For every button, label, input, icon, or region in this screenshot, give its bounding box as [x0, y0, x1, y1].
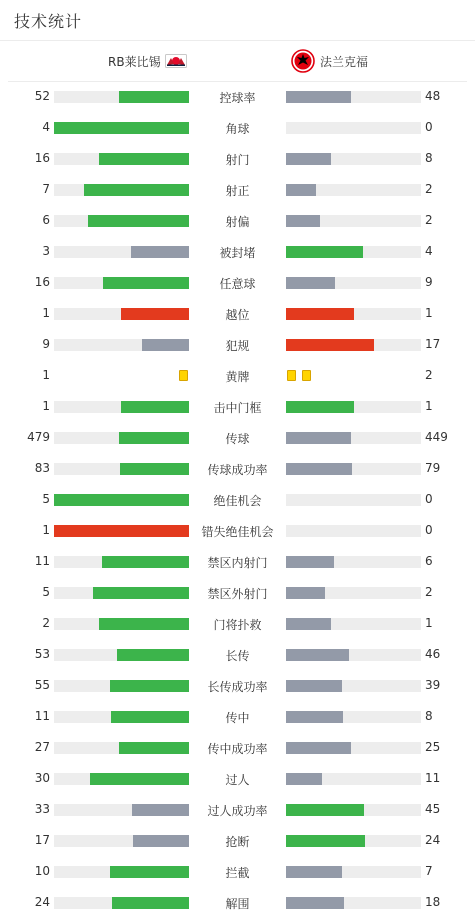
- away-bar-fill: [286, 339, 374, 351]
- away-value: 4: [425, 244, 433, 258]
- stat-row: [0, 493, 475, 507]
- home-value: 11: [34, 709, 50, 723]
- stat-row: [0, 710, 475, 724]
- stat-row: [0, 183, 475, 197]
- stat-label: 拦截: [225, 866, 250, 880]
- home-bar-fill: [54, 525, 189, 537]
- stat-row: [0, 524, 475, 538]
- away-bar-fill: [286, 401, 354, 413]
- stat-row: [0, 803, 475, 817]
- away-bar: [286, 556, 421, 568]
- away-value: 2: [425, 182, 433, 196]
- home-bar-fill: [121, 401, 189, 413]
- home-bar: [54, 246, 189, 258]
- stat-row: [0, 369, 475, 383]
- away-bar-fill: [286, 432, 351, 444]
- home-bar-fill: [132, 804, 189, 816]
- away-team[interactable]: [291, 50, 368, 72]
- home-bar-fill: [90, 773, 189, 785]
- away-bar: [286, 463, 421, 475]
- stat-label: 控球率: [219, 91, 256, 105]
- away-value: 2: [425, 585, 433, 599]
- home-bar-fill: [131, 246, 189, 258]
- away-bar-fill: [286, 866, 342, 878]
- eintracht-frankfurt-logo-icon: [291, 49, 315, 73]
- away-value: 48: [425, 89, 441, 103]
- home-bar: [54, 494, 189, 506]
- away-bar: [286, 897, 421, 909]
- home-bar: [54, 804, 189, 816]
- away-value: 1: [425, 399, 433, 413]
- away-value: 2: [425, 368, 433, 382]
- stat-label: 禁区外射门: [207, 587, 268, 601]
- stat-row: [0, 245, 475, 259]
- away-bar-fill: [286, 556, 334, 568]
- stat-label: 绝佳机会: [213, 494, 262, 508]
- away-bar-fill: [286, 246, 363, 258]
- home-value: 27: [34, 740, 50, 754]
- away-value: 79: [425, 461, 441, 475]
- stat-label: 任意球: [219, 277, 256, 291]
- home-value: 24: [34, 895, 50, 909]
- away-value: 46: [425, 647, 441, 661]
- home-value: 7: [42, 182, 50, 196]
- home-bar-fill: [110, 680, 189, 692]
- home-bar: [54, 649, 189, 661]
- away-bar-fill: [286, 215, 320, 227]
- home-bar-fill: [119, 432, 189, 444]
- stat-label: 越位: [225, 308, 250, 322]
- home-value: 6: [42, 213, 50, 227]
- away-value: 9: [425, 275, 433, 289]
- away-bar-fill: [286, 153, 331, 165]
- away-bar: [286, 122, 421, 134]
- home-value: 1: [42, 306, 50, 320]
- away-bar-fill: [286, 308, 354, 320]
- page-title: 技术统计: [14, 12, 83, 31]
- away-value: 0: [425, 523, 433, 537]
- home-value: 1: [42, 523, 50, 537]
- stat-row: [0, 741, 475, 755]
- away-bar-fill: [286, 804, 364, 816]
- away-bar: [286, 246, 421, 258]
- home-bar: [54, 835, 189, 847]
- home-value: 1: [42, 368, 50, 382]
- away-bar: [286, 91, 421, 103]
- away-bar: [286, 494, 421, 506]
- away-bar-fill: [286, 742, 351, 754]
- away-bar-fill: [286, 91, 351, 103]
- home-bar-fill: [93, 587, 189, 599]
- stat-row: [0, 400, 475, 414]
- away-value: 8: [425, 709, 433, 723]
- away-bar: [286, 277, 421, 289]
- away-bar: [286, 215, 421, 227]
- stat-row: [0, 121, 475, 135]
- away-value: 45: [425, 802, 441, 816]
- stat-row: [0, 555, 475, 569]
- stat-label: 禁区内射门: [207, 556, 268, 570]
- home-value: 30: [34, 771, 50, 785]
- home-value: 2: [42, 616, 50, 630]
- home-bar: [54, 742, 189, 754]
- home-bar: [54, 556, 189, 568]
- away-value: 8: [425, 151, 433, 165]
- stat-row: [0, 214, 475, 228]
- away-bar: [286, 153, 421, 165]
- stat-label: 传球: [225, 432, 250, 446]
- home-value: 55: [34, 678, 50, 692]
- home-value: 33: [34, 802, 50, 816]
- home-value: 52: [34, 89, 50, 103]
- away-bar-fill: [286, 680, 342, 692]
- stat-label: 被封堵: [219, 246, 256, 260]
- home-bar-fill: [99, 618, 189, 630]
- home-bar: [54, 432, 189, 444]
- home-bar-fill: [54, 122, 189, 134]
- title-divider: [0, 40, 475, 41]
- stat-label: 错失绝佳机会: [201, 525, 274, 539]
- away-value: 449: [425, 430, 448, 444]
- home-bar: [54, 618, 189, 630]
- away-value: 24: [425, 833, 441, 847]
- away-bar: [286, 401, 421, 413]
- away-bar: [286, 587, 421, 599]
- yellow-card-icon: [302, 370, 311, 381]
- away-bar: [286, 618, 421, 630]
- away-bar-fill: [286, 463, 352, 475]
- stat-label: 长传成功率: [207, 680, 268, 694]
- home-value: 16: [34, 151, 50, 165]
- yellow-card-icon: [287, 370, 296, 381]
- home-bar-fill: [54, 494, 189, 506]
- away-bar-fill: [286, 277, 335, 289]
- home-bar-fill: [102, 556, 189, 568]
- stat-label: 过人成功率: [207, 804, 268, 818]
- home-bar-fill: [119, 91, 189, 103]
- home-bar-fill: [88, 215, 189, 227]
- home-team[interactable]: [108, 50, 187, 72]
- away-bar-fill: [286, 897, 344, 909]
- away-value: 11: [425, 771, 441, 785]
- home-value: 9: [42, 337, 50, 351]
- stat-row: [0, 896, 475, 910]
- home-value: 5: [42, 585, 50, 599]
- stat-row: [0, 90, 475, 104]
- stat-row: [0, 276, 475, 290]
- stat-label: 抢断: [225, 835, 250, 849]
- stat-label: 过人: [225, 773, 250, 787]
- home-bar: [54, 184, 189, 196]
- away-value: 6: [425, 554, 433, 568]
- stat-label: 传中: [225, 711, 250, 725]
- home-value: 4: [42, 120, 50, 134]
- home-value: 53: [34, 647, 50, 661]
- away-bar: [286, 525, 421, 537]
- away-bar-fill: [286, 587, 325, 599]
- home-team-name: RB莱比锡: [108, 54, 161, 69]
- home-bar: [54, 339, 189, 351]
- yellow-card-icon: [179, 370, 188, 381]
- stat-row: [0, 586, 475, 600]
- stat-row: [0, 307, 475, 321]
- home-bar: [54, 122, 189, 134]
- home-bar: [54, 866, 189, 878]
- away-bar: [286, 649, 421, 661]
- stat-row: [0, 152, 475, 166]
- home-bar: [54, 711, 189, 723]
- away-team-name: 法兰克福: [320, 54, 369, 69]
- away-bar-fill: [286, 649, 349, 661]
- away-bar: [286, 835, 421, 847]
- home-bar-fill: [133, 835, 189, 847]
- away-bar: [286, 308, 421, 320]
- stat-label: 犯规: [225, 339, 250, 353]
- home-bar: [54, 463, 189, 475]
- home-value: 3: [42, 244, 50, 258]
- away-bar: [286, 711, 421, 723]
- home-bar-fill: [112, 897, 189, 909]
- stat-row: [0, 865, 475, 879]
- home-value: 16: [34, 275, 50, 289]
- away-bar-fill: [286, 184, 316, 196]
- away-value: 7: [425, 864, 433, 878]
- stat-label: 黄牌: [225, 370, 250, 384]
- home-bar: [54, 308, 189, 320]
- away-bar: [286, 339, 421, 351]
- stat-row: [0, 648, 475, 662]
- stat-label: 射门: [225, 153, 250, 167]
- rb-leipzig-logo-icon: [165, 54, 187, 68]
- away-value: 0: [425, 492, 433, 506]
- stat-label: 射正: [225, 184, 250, 198]
- home-bar-fill: [120, 463, 189, 475]
- home-value: 11: [34, 554, 50, 568]
- home-bar: [54, 587, 189, 599]
- home-value: 5: [42, 492, 50, 506]
- home-bar: [54, 773, 189, 785]
- home-bar: [54, 401, 189, 413]
- home-bar: [54, 153, 189, 165]
- home-bar: [54, 91, 189, 103]
- away-bar: [286, 773, 421, 785]
- home-bar-fill: [99, 153, 189, 165]
- away-bar: [286, 866, 421, 878]
- home-bar: [54, 215, 189, 227]
- home-bar-fill: [121, 308, 189, 320]
- stat-row: [0, 338, 475, 352]
- stat-label: 角球: [225, 122, 250, 136]
- home-bar-fill: [142, 339, 189, 351]
- away-bar-fill: [286, 711, 343, 723]
- stat-row: [0, 834, 475, 848]
- away-bar: [286, 184, 421, 196]
- home-value: 10: [34, 864, 50, 878]
- home-bar: [54, 277, 189, 289]
- stat-label: 解围: [225, 897, 250, 911]
- stat-row: [0, 431, 475, 445]
- away-value: 1: [425, 306, 433, 320]
- away-bar-fill: [286, 773, 322, 785]
- away-value: 18: [425, 895, 441, 909]
- stat-row: [0, 617, 475, 631]
- stat-label: 门将扑救: [213, 618, 262, 632]
- stat-row: [0, 462, 475, 476]
- home-bar-fill: [111, 711, 189, 723]
- home-value: 479: [27, 430, 50, 444]
- home-value: 17: [34, 833, 50, 847]
- away-bar-fill: [286, 618, 331, 630]
- stat-label: 击中门框: [213, 401, 262, 415]
- away-bar: [286, 804, 421, 816]
- home-bar: [54, 897, 189, 909]
- away-value: 1: [425, 616, 433, 630]
- stat-label: 射偏: [225, 215, 250, 229]
- away-value: 2: [425, 213, 433, 227]
- stat-label: 传中成功率: [207, 742, 268, 756]
- away-value: 25: [425, 740, 441, 754]
- stat-label: 传球成功率: [207, 463, 268, 477]
- away-bar: [286, 432, 421, 444]
- home-bar: [54, 680, 189, 692]
- stat-row: [0, 679, 475, 693]
- home-bar-fill: [84, 184, 189, 196]
- home-bar: [54, 525, 189, 537]
- away-value: 39: [425, 678, 441, 692]
- away-bar: [286, 742, 421, 754]
- away-bar-fill: [286, 835, 365, 847]
- home-value: 1: [42, 399, 50, 413]
- home-bar-fill: [103, 277, 189, 289]
- stat-row: [0, 772, 475, 786]
- team-divider: [8, 81, 467, 82]
- home-bar-fill: [110, 866, 189, 878]
- home-bar-fill: [119, 742, 189, 754]
- home-bar-fill: [117, 649, 189, 661]
- home-value: 83: [34, 461, 50, 475]
- stat-label: 长传: [225, 649, 250, 663]
- away-value: 17: [425, 337, 441, 351]
- away-bar: [286, 680, 421, 692]
- away-value: 0: [425, 120, 433, 134]
